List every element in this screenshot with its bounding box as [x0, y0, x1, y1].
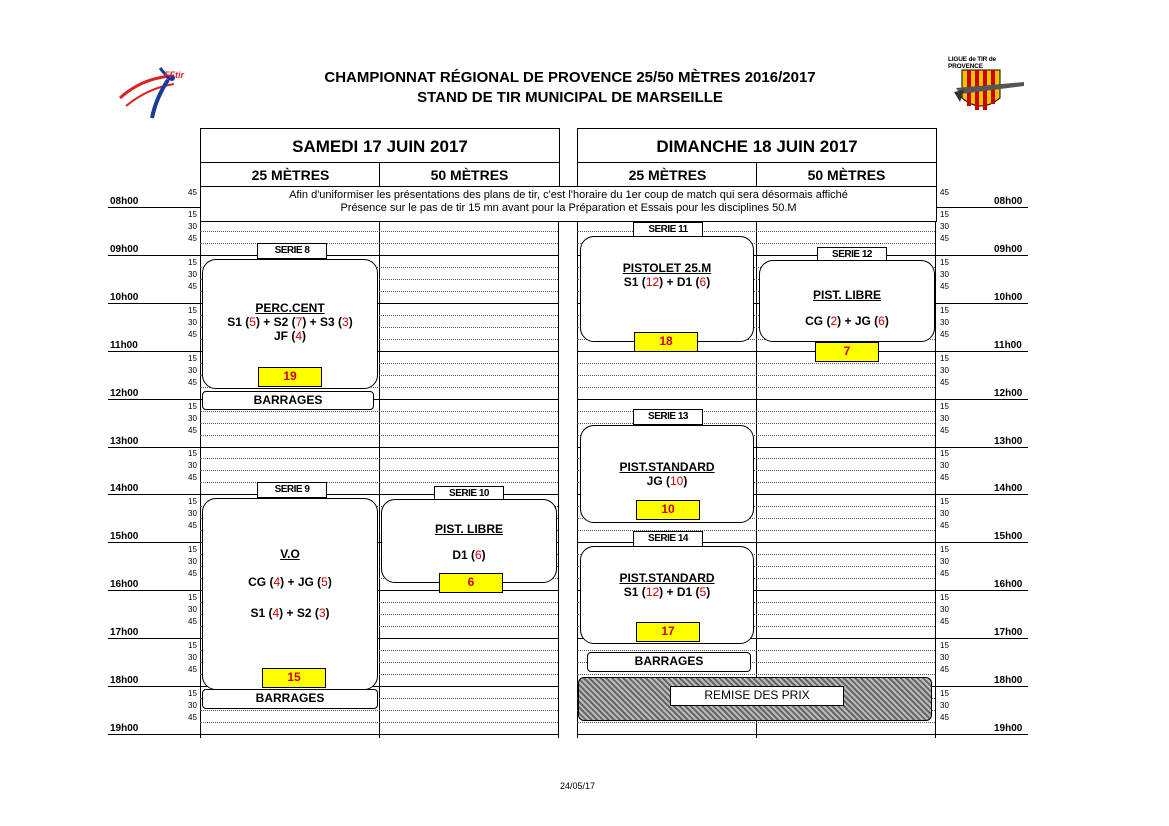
- hour-label-left: 13h00: [110, 435, 139, 447]
- perc-cent-line-1: S1 (5) + S2 (7) + S3 (3): [227, 315, 353, 329]
- pist-libre-sat-title: PIST. LIBRE: [434, 522, 503, 536]
- quarter-label-left: 30: [188, 509, 197, 519]
- footer-date: 24/05/17: [560, 781, 596, 791]
- quarter-label-left: 15: [188, 545, 197, 555]
- quarter-label-left: 30: [188, 269, 197, 279]
- hour-label-left: 11h00: [110, 339, 138, 351]
- quarter-label-right: 15: [940, 401, 949, 411]
- quarter-label-right: 30: [940, 700, 949, 710]
- hour-line: [108, 447, 559, 448]
- pist-libre-sun-block: [759, 260, 935, 342]
- quarter-label-right: 15: [940, 353, 949, 363]
- sun-25m-header: 25 MÈTRES: [577, 162, 758, 188]
- quarter-label-right: 15: [940, 497, 949, 507]
- serie-11-label: SERIE 11: [633, 222, 703, 238]
- pistolet-25m-title: PISTOLET 25.M: [622, 261, 712, 275]
- quarter-label-left: 30: [188, 413, 197, 423]
- quarter-label-right: 30: [940, 317, 949, 327]
- fftir-logo-text: FFtir: [164, 70, 184, 80]
- hour-label-left: 16h00: [110, 579, 139, 591]
- grid-vline: [558, 186, 559, 738]
- quarter-label-left: 15: [188, 353, 197, 363]
- hour-label-left: 10h00: [110, 291, 139, 303]
- quarter-line: [200, 243, 558, 244]
- quarter-label-left: 45: [188, 617, 197, 627]
- sun-50m-header: 50 MÈTRES: [756, 162, 937, 188]
- barrages-sat-2: BARRAGES: [202, 689, 378, 709]
- quarter-line: [200, 411, 558, 412]
- quarter-label-left: 30: [188, 461, 197, 471]
- serie-13-label: SERIE 13: [633, 409, 703, 425]
- serie-10-label: SERIE 10: [434, 486, 504, 502]
- quarter-line: [200, 423, 558, 424]
- quarter-label-left: 45: [188, 473, 197, 483]
- hour-label-right: 16h00: [994, 579, 1023, 591]
- quarter-label-left: 15: [188, 688, 197, 698]
- quarter-label-right: 45: [940, 712, 949, 722]
- ligue-logo-text: LIGUE de TIR de PROVENCE: [948, 56, 996, 70]
- vo-line-1: CG (4) + JG (5): [248, 575, 332, 589]
- hour-label-right: 09h00: [994, 243, 1023, 255]
- quarter-line: [200, 435, 558, 436]
- grid-vline: [756, 186, 757, 738]
- hour-line: [577, 399, 1028, 400]
- pistolet-25m-block: [580, 236, 754, 342]
- pist-libre-sun-line-1: CG (2) + JG (6): [805, 314, 889, 328]
- quarter-line: [200, 458, 558, 459]
- quarter-line: [577, 722, 935, 723]
- perc-cent-title: PERC.CENT: [255, 301, 325, 315]
- hour-line: [108, 734, 559, 735]
- serie-8-label: SERIE 8: [257, 243, 327, 259]
- quarter-label-right: 45: [940, 521, 949, 531]
- quarter-label-right: 45: [940, 188, 949, 198]
- notice-line-2: Présence sur le pas de tir 15 mn avant pour la Préparation et Essais pour les disciplines 50.M: [340, 202, 797, 214]
- quarter-label-right: 45: [940, 617, 949, 627]
- hour-label-left: 17h00: [110, 627, 139, 639]
- quarter-label-right: 15: [940, 305, 949, 315]
- quarter-label-left: 30: [188, 221, 197, 231]
- hour-label-right: 18h00: [994, 675, 1023, 686]
- serie-14-label: SERIE 14: [633, 531, 703, 547]
- hour-label-left: 19h00: [110, 722, 139, 734]
- quarter-label-right: 45: [940, 281, 949, 291]
- hour-line: [108, 255, 559, 256]
- quarter-line: [577, 674, 935, 675]
- quarter-label-left: 45: [188, 712, 197, 722]
- grid-vline: [577, 186, 578, 738]
- hour-label-right: 13h00: [994, 435, 1023, 447]
- quarter-line: [577, 650, 935, 651]
- quarter-label-right: 15: [940, 257, 949, 267]
- quarter-label-left: 30: [188, 700, 197, 710]
- quarter-label-right: 45: [940, 569, 949, 579]
- grid-vline: [935, 186, 936, 738]
- sat-50m-header: 50 MÈTRES: [379, 162, 560, 188]
- prize-ceremony-label: REMISE DES PRIX: [670, 686, 844, 706]
- sat-25m-header: 25 MÈTRES: [200, 162, 381, 188]
- page-subtitle: STAND DE TIR MUNICIPAL DE MARSEILLE: [417, 89, 723, 106]
- notice-box: [200, 186, 937, 222]
- quarter-label-right: 15: [940, 593, 949, 603]
- hour-label-right: 19h00: [994, 722, 1023, 734]
- quarter-label-left: 45: [188, 329, 197, 339]
- quarter-label-left: 30: [188, 605, 197, 615]
- quarter-label-left: 15: [188, 641, 197, 651]
- quarter-label-right: 30: [940, 365, 949, 375]
- quarter-line: [200, 710, 558, 711]
- quarter-line: [200, 470, 558, 471]
- hour-label-right: 11h00: [994, 339, 1022, 351]
- quarter-label-right: 15: [940, 688, 949, 698]
- pist-standard-2-title: PIST.STANDARD: [619, 571, 715, 585]
- quarter-label-left: 15: [188, 497, 197, 507]
- quarter-label-left: 30: [188, 317, 197, 327]
- hour-line: [577, 734, 1028, 735]
- quarter-label-right: 15: [940, 209, 949, 219]
- quarter-line: [577, 423, 935, 424]
- pist-libre-sat-block: [381, 499, 557, 583]
- quarter-label-left: 45: [188, 188, 197, 198]
- pistolet-25m-line-1: S1 (12) + D1 (6): [623, 275, 711, 289]
- vo-count: 15: [262, 668, 326, 688]
- quarter-line: [577, 387, 935, 388]
- quarter-label-right: 30: [940, 557, 949, 567]
- quarter-line: [200, 231, 558, 232]
- pist-standard-2-line-1: S1 (12) + D1 (5): [623, 585, 711, 599]
- quarter-label-right: 30: [940, 653, 949, 663]
- quarter-label-right: 30: [940, 461, 949, 471]
- barrages-sat-1: BARRAGES: [202, 391, 374, 410]
- quarter-label-left: 45: [188, 569, 197, 579]
- pist-libre-sun-count: 7: [815, 342, 879, 362]
- pist-standard-1-line-1: JG (10): [646, 474, 688, 488]
- hour-label-left: 14h00: [110, 483, 139, 495]
- quarter-label-right: 15: [940, 545, 949, 555]
- barrages-sun: BARRAGES: [587, 652, 751, 672]
- quarter-label-left: 45: [188, 233, 197, 243]
- quarter-label-right: 15: [940, 449, 949, 459]
- pist-libre-sat-count: 6: [439, 573, 503, 593]
- pist-standard-1-count: 10: [636, 500, 700, 520]
- quarter-label-left: 45: [188, 521, 197, 531]
- hour-label-left: 18h00: [110, 675, 139, 686]
- quarter-label-right: 30: [940, 413, 949, 423]
- quarter-label-right: 45: [940, 233, 949, 243]
- quarter-label-left: 45: [188, 665, 197, 674]
- quarter-label-left: 15: [188, 449, 197, 459]
- quarter-label-left: 30: [188, 653, 197, 663]
- quarter-line: [577, 363, 935, 364]
- hour-label-right: 10h00: [994, 291, 1023, 303]
- pist-libre-sat-line-1: D1 (6): [452, 548, 486, 562]
- pist-standard-1-title: PIST.STANDARD: [619, 460, 715, 474]
- quarter-label-left: 45: [188, 281, 197, 291]
- serie-9-label: SERIE 9: [257, 482, 327, 498]
- quarter-label-left: 15: [188, 401, 197, 411]
- hour-label-left: 08h00: [110, 196, 139, 207]
- day-header-sunday: DIMANCHE 18 JUIN 2017: [577, 128, 937, 164]
- quarter-label-right: 45: [940, 329, 949, 339]
- grid-vline: [379, 186, 380, 738]
- quarter-label-left: 45: [188, 377, 197, 387]
- hour-label-left: 09h00: [110, 243, 139, 255]
- quarter-line: [577, 411, 935, 412]
- pist-standard-2-count: 17: [636, 622, 700, 642]
- pist-libre-sun-title: PIST. LIBRE: [812, 288, 881, 302]
- quarter-line: [577, 530, 935, 531]
- hour-label-left: 12h00: [110, 387, 139, 399]
- quarter-label-left: 15: [188, 257, 197, 267]
- quarter-label-left: 30: [188, 365, 197, 375]
- serie-12-label: SERIE 12: [817, 247, 887, 263]
- page-title: CHAMPIONNAT RÉGIONAL DE PROVENCE 25/50 MÈTRES 2016/2017: [324, 69, 816, 86]
- hour-label-left: 15h00: [110, 531, 139, 543]
- quarter-label-left: 45: [188, 425, 197, 435]
- quarter-line: [577, 375, 935, 376]
- quarter-label-left: 30: [188, 557, 197, 567]
- notice-line-1: Afin d'uniformiser les présentations des plans de tir, c'est l'horaire du 1er coup de match qui sera désormais affiché: [289, 189, 848, 201]
- quarter-label-right: 45: [940, 377, 949, 387]
- quarter-label-right: 30: [940, 221, 949, 231]
- quarter-label-right: 30: [940, 509, 949, 519]
- quarter-label-left: 15: [188, 305, 197, 315]
- quarter-line: [200, 722, 558, 723]
- quarter-line: [577, 231, 935, 232]
- quarter-label-right: 45: [940, 473, 949, 483]
- hour-label-right: 08h00: [994, 196, 1023, 207]
- quarter-label-left: 15: [188, 593, 197, 603]
- quarter-label-right: 15: [940, 641, 949, 651]
- day-header-saturday: SAMEDI 17 JUIN 2017: [200, 128, 560, 164]
- quarter-line: [200, 482, 558, 483]
- perc-cent-count: 19: [258, 367, 322, 387]
- vo-title: V.O: [280, 547, 300, 561]
- quarter-label-right: 30: [940, 269, 949, 279]
- hour-label-right: 17h00: [994, 627, 1023, 639]
- grid-vline: [200, 186, 201, 738]
- quarter-label-right: 45: [940, 425, 949, 435]
- quarter-label-right: 45: [940, 665, 949, 674]
- quarter-label-left: 15: [188, 209, 197, 219]
- hour-label-right: 15h00: [994, 531, 1023, 543]
- perc-cent-line-2: JF (4): [273, 329, 307, 343]
- quarter-label-right: 30: [940, 605, 949, 615]
- vo-block: [202, 498, 378, 690]
- pistolet-25m-count: 18: [634, 332, 698, 352]
- hour-label-right: 14h00: [994, 483, 1023, 495]
- hour-label-right: 12h00: [994, 387, 1023, 399]
- vo-line-2: S1 (4) + S2 (3): [250, 606, 330, 620]
